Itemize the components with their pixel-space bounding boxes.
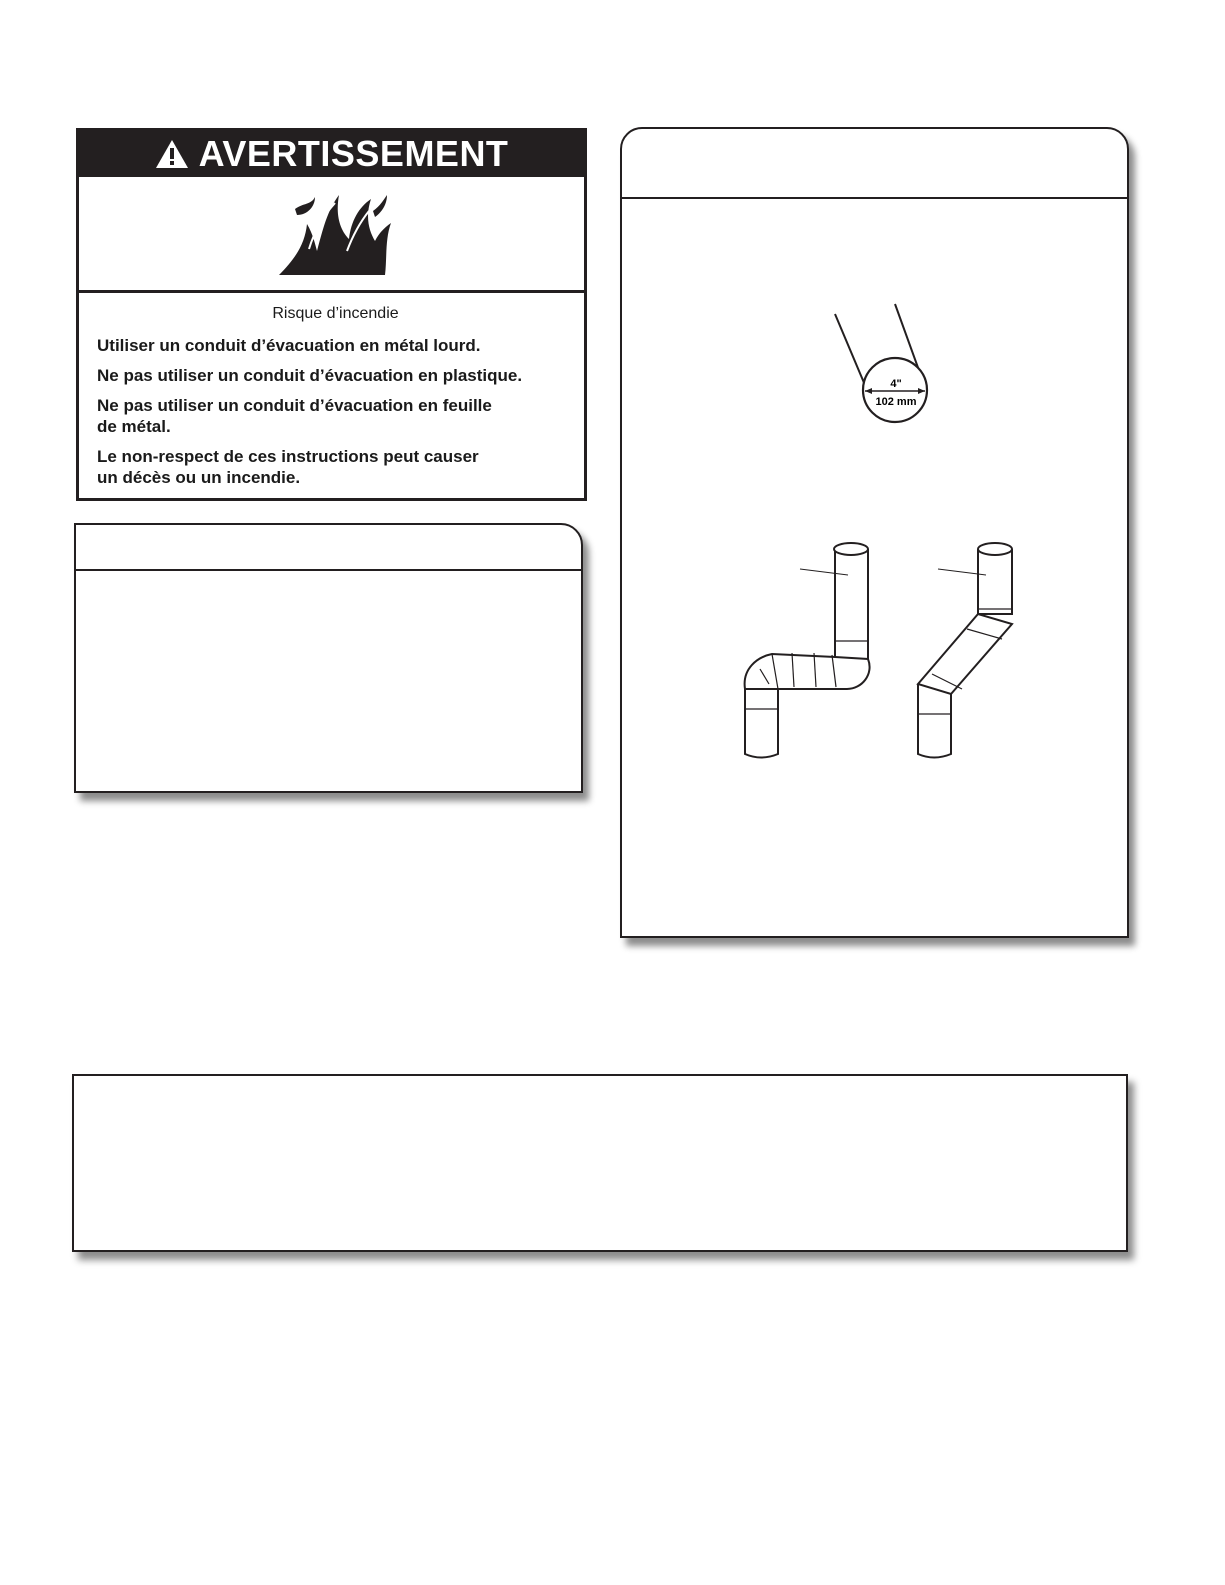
round-duct-figure — [835, 304, 927, 422]
elbow-duct-figure — [745, 543, 870, 758]
warning-triangle-icon — [155, 139, 189, 169]
diameter-mm: 102 mm — [875, 396, 917, 408]
warning-heading: Risque d’incendie — [272, 305, 399, 322]
warning-header — [79, 131, 584, 177]
warning-line: Ne pas utiliser un conduit d’évacuation en plastique. — [97, 366, 523, 385]
vent-diagram — [622, 129, 1127, 934]
warning-line: Le non-respect de ces instructions peut causer un décès ou un incendie. — [97, 447, 479, 487]
angled-duct-figure — [918, 543, 1012, 758]
warning-title: AVERTISSEMENT — [198, 133, 509, 174]
info-box-bottom — [72, 1074, 1128, 1252]
warning-line: Ne pas utiliser un conduit d’évacuation en feuille de métal. — [97, 396, 492, 436]
warning-line: Utiliser un conduit d’évacuation en métal lourd. — [97, 336, 481, 355]
box-divider — [76, 569, 581, 571]
diameter-inches: 4" — [890, 378, 902, 390]
info-box-right — [620, 127, 1129, 938]
info-box-left — [74, 523, 583, 793]
warning-box — [76, 128, 587, 501]
warning-body — [97, 305, 574, 497]
flame-area — [79, 177, 584, 293]
fire-hazard-icon — [275, 189, 395, 279]
